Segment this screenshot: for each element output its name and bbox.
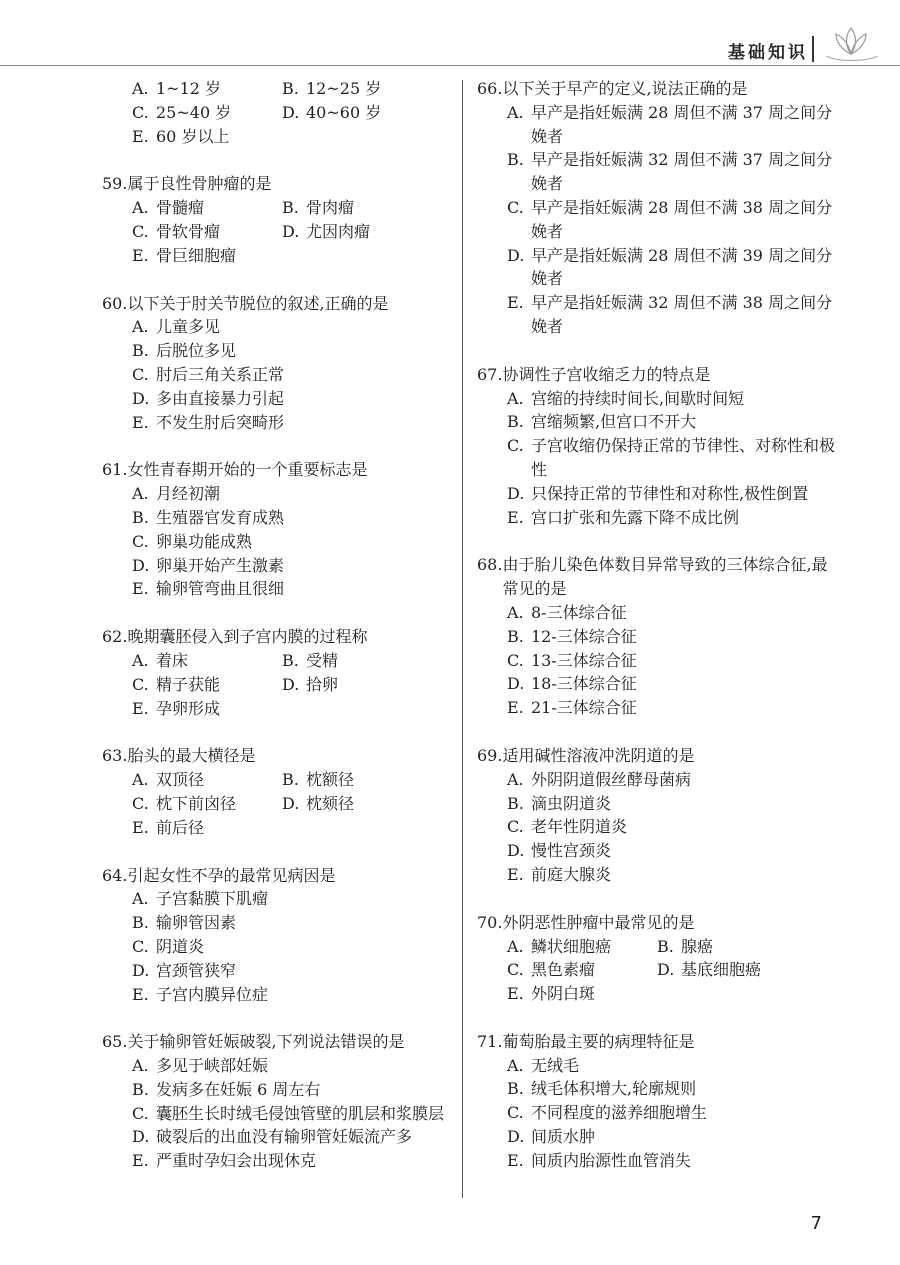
option-letter: E. — [507, 293, 524, 313]
option-letter: D. — [282, 102, 300, 122]
option-list — [102, 77, 452, 148]
answer-option — [507, 1149, 837, 1173]
option-letter: D. — [282, 674, 300, 694]
option-text: 早产是指妊娠满 32 周但不满 37 周之间分娩者 — [531, 150, 833, 194]
answer-option — [132, 697, 452, 721]
answer-option — [507, 1054, 837, 1078]
section-title: 基础知识 — [728, 43, 808, 63]
option-text: 早产是指妊娠满 32 周但不满 38 周之间分娩者 — [531, 293, 833, 336]
option-letter: B. — [282, 198, 299, 218]
question-stem — [477, 911, 837, 935]
answer-option — [132, 554, 452, 578]
question-stem — [102, 625, 452, 649]
option-letter: E. — [507, 984, 524, 1004]
option-letter: C. — [507, 436, 524, 456]
option-letter: D. — [657, 960, 675, 980]
answer-option — [507, 768, 837, 792]
answer-option — [507, 601, 837, 625]
answer-option — [132, 1125, 452, 1149]
option-text: 阴道炎 — [156, 936, 205, 956]
left-column — [102, 77, 452, 1197]
answer-option — [507, 506, 837, 530]
question-stem — [102, 744, 452, 768]
answer-option — [507, 244, 837, 292]
question-number: 66. — [477, 79, 503, 98]
option-text: 双顶径 — [156, 770, 205, 790]
answer-option — [132, 387, 452, 411]
option-list — [477, 768, 837, 887]
option-letter: B. — [507, 412, 524, 432]
option-text: 后脱位多见 — [156, 341, 237, 361]
option-letter: E. — [132, 698, 149, 718]
answer-option — [132, 935, 452, 959]
option-text: 宫颈管狭窄 — [156, 960, 237, 980]
answer-option — [282, 792, 432, 816]
question-number: 67. — [477, 364, 503, 384]
option-list — [102, 315, 452, 434]
option-letter: B. — [132, 1079, 149, 1099]
option-letter: D. — [507, 483, 525, 503]
option-text: 黑色素瘤 — [531, 960, 596, 980]
answer-option — [282, 101, 432, 125]
option-text: 受精 — [306, 650, 339, 670]
option-letter: A. — [132, 79, 149, 98]
option-letter: B. — [282, 79, 299, 98]
right-column — [477, 77, 837, 1197]
option-letter: D. — [507, 841, 525, 861]
option-text: 宫缩的持续时间长,间歇时间短 — [531, 388, 745, 408]
option-text: 外阴阴道假丝酵母菌病 — [531, 769, 692, 789]
option-text: 8-三体综合征 — [531, 602, 627, 622]
option-letter: A. — [132, 1056, 149, 1076]
question-item — [477, 77, 837, 339]
answer-option — [132, 768, 282, 792]
option-letter: D. — [132, 960, 150, 980]
option-letter: E. — [132, 1151, 149, 1171]
option-letter: A. — [132, 484, 149, 504]
answer-option — [657, 935, 807, 959]
question-stem — [102, 172, 452, 196]
option-text: 60 岁以上 — [156, 126, 230, 146]
answer-option — [132, 887, 452, 911]
option-text: 早产是指妊娠满 28 周但不满 37 周之间分娩者 — [531, 102, 833, 146]
option-letter: D. — [132, 555, 150, 575]
question-number: 71. — [477, 1031, 503, 1051]
question-item — [102, 625, 452, 720]
answer-option — [507, 958, 657, 982]
option-text: 40~60 岁 — [306, 102, 382, 122]
option-letter: D. — [507, 245, 525, 265]
answer-option — [507, 649, 837, 673]
answer-option — [507, 291, 837, 339]
option-text: 着床 — [156, 650, 189, 670]
question-text: 胎头的最大横径是 — [127, 746, 256, 766]
option-letter: E. — [132, 984, 149, 1004]
option-letter: D. — [507, 674, 525, 694]
answer-option — [132, 244, 452, 268]
option-text: 25~40 岁 — [156, 102, 232, 122]
option-text: 卵巢功能成熟 — [156, 531, 253, 551]
answer-option — [132, 506, 452, 530]
option-letter: E. — [132, 412, 149, 432]
option-letter: E. — [507, 698, 524, 718]
option-letter: A. — [132, 650, 149, 670]
option-letter: B. — [507, 626, 524, 646]
option-text: 输卵管弯曲且很细 — [156, 579, 285, 599]
option-text: 严重时孕妇会出现休克 — [156, 1151, 317, 1171]
option-letter: E. — [132, 579, 149, 599]
option-letter: A. — [132, 889, 149, 909]
question-stem — [477, 363, 837, 387]
answer-option — [132, 363, 452, 387]
question-number: 63. — [102, 746, 128, 766]
answer-option — [132, 577, 452, 601]
option-letter: B. — [507, 793, 524, 813]
option-letter: C. — [132, 364, 149, 384]
option-text: 前后径 — [156, 817, 205, 837]
answer-option — [132, 315, 452, 339]
header-rule — [0, 65, 900, 66]
option-list — [477, 101, 837, 339]
answer-option — [507, 815, 837, 839]
answer-option — [507, 1077, 837, 1101]
option-text: 间质水肿 — [531, 1127, 596, 1147]
question-item — [102, 77, 452, 148]
answer-option — [132, 1149, 452, 1173]
option-letter: A. — [132, 198, 149, 218]
question-text: 属于良性骨肿瘤的是 — [127, 174, 272, 194]
question-item — [102, 172, 452, 267]
option-text: 尤因肉瘤 — [306, 221, 371, 241]
answer-option — [507, 410, 837, 434]
option-letter: D. — [282, 793, 300, 813]
option-text: 儿童多见 — [156, 317, 221, 337]
answer-option — [507, 1101, 837, 1125]
option-letter: D. — [507, 1127, 525, 1147]
option-text: 鳞状细胞癌 — [531, 936, 612, 956]
answer-option — [132, 1078, 452, 1102]
option-text: 骨髓瘤 — [156, 198, 205, 218]
option-text: 早产是指妊娠满 28 周但不满 39 周之间分娩者 — [531, 245, 833, 289]
question-item — [477, 553, 837, 720]
option-text: 腺癌 — [681, 936, 714, 956]
answer-option — [507, 696, 837, 720]
question-text: 协调性子宫收缩乏力的特点是 — [502, 364, 711, 384]
option-letter: E. — [507, 1150, 524, 1170]
answer-option — [132, 125, 452, 149]
question-text: 引起女性不孕的最常见病因是 — [127, 865, 336, 885]
question-item — [102, 292, 452, 435]
answer-option — [507, 434, 837, 482]
question-number: 70. — [477, 912, 503, 932]
option-text: 只保持正常的节律性和对称性,极性倒置 — [531, 483, 809, 503]
option-letter: C. — [507, 650, 524, 670]
option-list — [102, 1054, 452, 1173]
option-text: 滴虫阴道炎 — [531, 793, 612, 813]
option-text: 拾卵 — [306, 674, 339, 694]
question-item — [102, 458, 452, 601]
question-text: 女性青春期开始的一个重要标志是 — [127, 460, 368, 480]
option-text: 无绒毛 — [531, 1055, 580, 1075]
option-letter: A. — [507, 388, 524, 408]
option-letter: B. — [132, 913, 149, 933]
question-number: 69. — [477, 745, 503, 765]
option-letter: B. — [657, 936, 674, 956]
answer-option — [507, 148, 837, 196]
option-text: 18-三体综合征 — [531, 674, 637, 694]
answer-option — [507, 672, 837, 696]
option-text: 子宫黏膜下肌瘤 — [156, 889, 269, 909]
option-text: 肘后三角关系正常 — [156, 364, 285, 384]
option-letter: A. — [507, 1055, 524, 1075]
question-text: 以下关于早产的定义,说法正确的是 — [502, 79, 748, 98]
option-letter: A. — [507, 769, 524, 789]
option-letter: C. — [132, 102, 149, 122]
option-letter: E. — [132, 245, 149, 265]
option-letter: C. — [132, 531, 149, 551]
answer-option — [132, 482, 452, 506]
option-text: 12-三体综合征 — [531, 626, 637, 646]
answer-option — [282, 673, 432, 697]
answer-option — [507, 863, 837, 887]
option-text: 老年性阴道炎 — [531, 817, 628, 837]
question-text: 外阴恶性肿瘤中最常见的是 — [502, 912, 695, 932]
option-letter: C. — [132, 674, 149, 694]
answer-option — [132, 339, 452, 363]
answer-option — [657, 958, 807, 982]
question-item — [477, 1030, 837, 1173]
question-stem — [477, 77, 837, 101]
option-text: 1~12 岁 — [156, 79, 222, 98]
option-letter: A. — [507, 602, 524, 622]
answer-option — [132, 983, 452, 1007]
answer-option — [282, 196, 432, 220]
option-letter: E. — [507, 864, 524, 884]
option-text: 子宫内膜异位症 — [156, 984, 269, 1004]
option-text: 外阴白斑 — [531, 984, 596, 1004]
question-number: 68. — [477, 555, 503, 575]
answer-option — [132, 77, 282, 101]
column-divider — [462, 80, 463, 1198]
answer-option — [507, 387, 837, 411]
question-stem — [102, 864, 452, 888]
question-text: 关于输卵管妊娠破裂,下列说法错误的是 — [127, 1032, 405, 1052]
question-text: 葡萄胎最主要的病理特征是 — [502, 1031, 695, 1051]
answer-option — [282, 77, 432, 101]
option-text: 不同程度的滋养细胞增生 — [531, 1103, 708, 1123]
option-text: 枕额径 — [306, 770, 355, 790]
option-text: 枕颏径 — [306, 793, 355, 813]
option-list — [102, 887, 452, 1006]
option-text: 多由直接暴力引起 — [156, 388, 285, 408]
question-stem — [477, 744, 837, 768]
option-letter: C. — [507, 197, 524, 217]
option-text: 宫口扩张和先露下降不成比例 — [531, 507, 740, 527]
option-letter: C. — [132, 221, 149, 241]
option-text: 骨软骨瘤 — [156, 221, 221, 241]
question-item — [477, 363, 837, 530]
option-list — [102, 482, 452, 601]
option-text: 前庭大腺炎 — [531, 864, 612, 884]
question-number: 61. — [102, 460, 128, 480]
option-text: 间质内胎源性血管消失 — [531, 1150, 692, 1170]
option-letter: B. — [507, 1079, 524, 1099]
option-letter: C. — [132, 1103, 149, 1123]
option-letter: D. — [132, 1127, 150, 1147]
option-list — [477, 601, 837, 720]
option-list — [102, 768, 452, 839]
answer-option — [282, 649, 432, 673]
question-number: 65. — [102, 1032, 128, 1052]
option-text: 基底细胞癌 — [681, 960, 762, 980]
answer-option — [507, 839, 837, 863]
question-number: 59. — [102, 174, 128, 194]
question-number: 62. — [102, 627, 128, 647]
answer-option — [132, 792, 282, 816]
option-text: 绒毛体积增大,轮廓规则 — [531, 1079, 697, 1099]
option-text: 12~25 岁 — [306, 79, 382, 98]
question-text: 以下关于肘关节脱位的叙述,正确的是 — [127, 293, 389, 313]
question-number: 64. — [102, 865, 128, 885]
option-letter: A. — [507, 102, 524, 122]
lotus-logo-icon — [820, 22, 882, 66]
option-list — [102, 649, 452, 720]
option-letter: A. — [132, 770, 149, 790]
option-letter: D. — [132, 388, 150, 408]
option-letter: C. — [507, 960, 524, 980]
option-text: 生殖器官发育成熟 — [156, 507, 285, 527]
option-text: 发病多在妊娠 6 周左右 — [156, 1079, 321, 1099]
option-list — [477, 1054, 837, 1173]
answer-option — [132, 411, 452, 435]
question-item — [102, 744, 452, 839]
answer-option — [132, 911, 452, 935]
option-text: 13-三体综合征 — [531, 650, 637, 670]
option-letter: C. — [507, 1103, 524, 1123]
question-text: 由于胎儿染色体数目异常导致的三体综合征,最常见的是 — [502, 555, 828, 599]
question-text: 晚期囊胚侵入到子宫内膜的过程称 — [127, 627, 368, 647]
question-item — [102, 1030, 452, 1173]
answer-option — [132, 1102, 452, 1126]
question-stem — [102, 458, 452, 482]
option-list — [477, 387, 837, 530]
question-number: 60. — [102, 293, 128, 313]
answer-option — [132, 196, 282, 220]
answer-option — [132, 673, 282, 697]
option-text: 子宫收缩仍保持正常的节律性、对称性和极性 — [531, 436, 836, 479]
answer-option — [132, 220, 282, 244]
answer-option — [507, 101, 837, 149]
option-letter: C. — [507, 817, 524, 837]
option-text: 21-三体综合征 — [531, 698, 637, 718]
answer-option — [132, 530, 452, 554]
answer-option — [132, 649, 282, 673]
option-text: 不发生肘后突畸形 — [156, 412, 285, 432]
answer-option — [507, 1125, 837, 1149]
option-text: 囊胚生长时绒毛侵蚀管壁的肌层和浆膜层 — [156, 1103, 445, 1123]
option-letter: B. — [282, 650, 299, 670]
option-text: 精子获能 — [156, 674, 221, 694]
answer-option — [507, 792, 837, 816]
question-item — [477, 744, 837, 887]
answer-option — [507, 982, 837, 1006]
option-text: 破裂后的出血没有输卵管妊娠流产多 — [156, 1127, 413, 1147]
option-text: 骨巨细胞瘤 — [156, 245, 237, 265]
answer-option — [132, 816, 452, 840]
answer-option — [507, 935, 657, 959]
question-text: 适用碱性溶液冲洗阴道的是 — [502, 745, 695, 765]
option-letter: C. — [132, 793, 149, 813]
option-text: 输卵管因素 — [156, 913, 237, 933]
question-stem — [102, 292, 452, 316]
page-number: 7 — [810, 1213, 822, 1234]
question-stem — [477, 553, 837, 601]
option-text: 枕下前囟径 — [156, 793, 237, 813]
option-letter: C. — [132, 936, 149, 956]
option-letter: E. — [507, 507, 524, 527]
option-letter: B. — [132, 341, 149, 361]
option-text: 宫缩频繁,但宫口不开大 — [531, 412, 697, 432]
option-list — [102, 196, 452, 267]
answer-option — [132, 101, 282, 125]
option-text: 多见于峡部妊娠 — [156, 1056, 269, 1076]
answer-option — [507, 625, 837, 649]
option-letter: A. — [507, 936, 524, 956]
question-stem — [477, 1030, 837, 1054]
answer-option — [282, 220, 432, 244]
answer-option — [132, 1054, 452, 1078]
answer-option — [282, 768, 432, 792]
option-text: 孕卵形成 — [156, 698, 221, 718]
option-letter: E. — [132, 126, 149, 146]
option-letter: E. — [132, 817, 149, 837]
header-separator — [812, 36, 814, 62]
option-text: 月经初潮 — [156, 484, 221, 504]
answer-option — [507, 196, 837, 244]
option-list — [477, 935, 837, 1006]
option-letter: B. — [507, 150, 524, 170]
question-stem — [102, 1030, 452, 1054]
answer-option — [132, 959, 452, 983]
option-text: 慢性宫颈炎 — [531, 841, 612, 861]
option-letter: B. — [132, 507, 149, 527]
answer-option — [507, 482, 837, 506]
option-letter: B. — [282, 770, 299, 790]
option-letter: A. — [132, 317, 149, 337]
option-letter: D. — [282, 221, 300, 241]
option-text: 早产是指妊娠满 28 周但不满 38 周之间分娩者 — [531, 197, 833, 241]
question-item — [102, 864, 452, 1007]
question-item — [477, 911, 837, 1006]
option-text: 卵巢开始产生激素 — [156, 555, 285, 575]
option-text: 骨肉瘤 — [306, 198, 355, 218]
